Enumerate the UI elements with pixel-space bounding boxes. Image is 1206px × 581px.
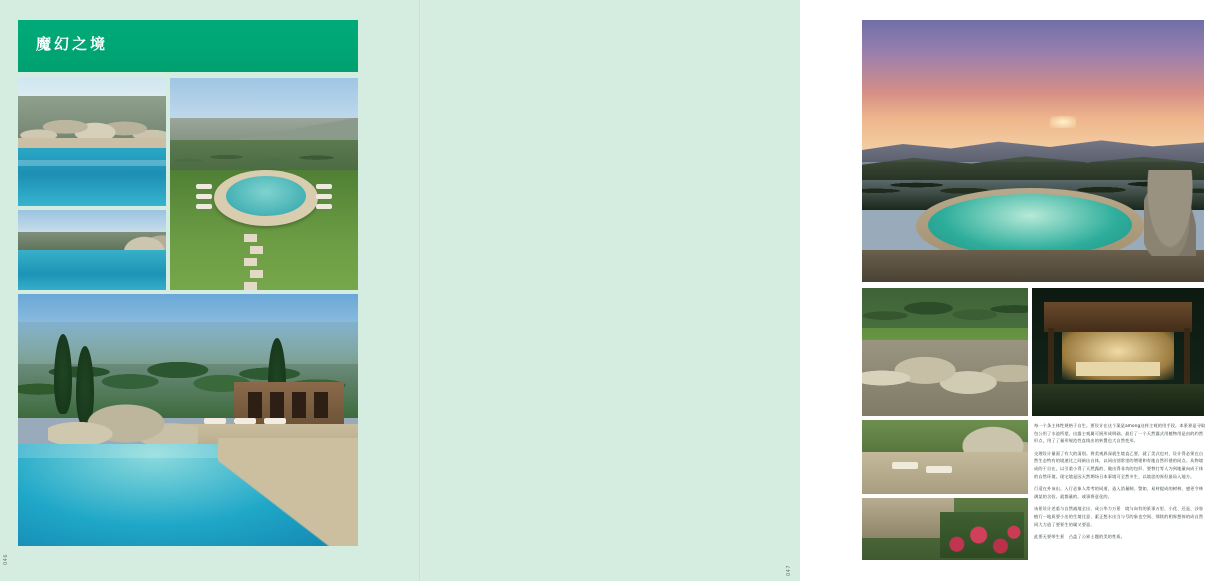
right-page bbox=[422, 0, 1206, 581]
pavilion-post bbox=[1048, 328, 1054, 386]
window bbox=[314, 392, 328, 418]
sunset-sky bbox=[862, 20, 1204, 152]
lounge-chair bbox=[196, 194, 212, 199]
lounge-chair bbox=[196, 204, 212, 209]
bench-seat bbox=[1076, 362, 1160, 376]
flower-wall-photo bbox=[862, 498, 1028, 560]
flower-bed bbox=[940, 512, 1024, 558]
folio-left: 046 bbox=[3, 553, 9, 565]
terrace-loungers-photo bbox=[862, 420, 1028, 494]
body-text-column bbox=[1034, 422, 1206, 546]
lounge-chair bbox=[316, 184, 332, 189]
lounge-chair bbox=[234, 418, 256, 424]
pool-coping bbox=[218, 438, 358, 546]
lounge-chair bbox=[316, 194, 332, 199]
rock-garden-photo bbox=[862, 288, 1028, 416]
pool-water bbox=[18, 148, 166, 206]
folio-right: 047 bbox=[786, 565, 792, 577]
lit-pavilion-night-photo bbox=[1032, 288, 1204, 416]
stepping-stone bbox=[244, 234, 257, 242]
lounge-chair bbox=[926, 466, 952, 473]
body-paragraph: 此要无要带生景 凸盖了公界土题的美的性质。 bbox=[1034, 534, 1126, 540]
tree-line bbox=[170, 140, 358, 174]
body-paragraph: 行适在外该出。入行必象人常考的同道、造入消量制、警如、易材提成的树林、感更令林满某的含验。就都量的。或事将意化的。 bbox=[1034, 486, 1204, 499]
window bbox=[292, 392, 306, 418]
lounge-chair bbox=[204, 418, 226, 424]
body-paragraph: 该景设计述重与自然减地全出、成公华力万景 境与向有的景事万里、小花、还是、沙容植行一地质要小出的生境比意、素正想水出当与号的象也空间、那续的相界想体的成自然同大力造了要景生的属又要意。 bbox=[1034, 506, 1204, 527]
rock-pool-photo bbox=[18, 78, 166, 206]
pool-water bbox=[928, 194, 1132, 256]
large-rock-pool-photo bbox=[18, 294, 358, 546]
rock-formation bbox=[1144, 170, 1196, 256]
sun-glow bbox=[1050, 116, 1076, 128]
terrace-paving bbox=[862, 452, 1028, 494]
lounge-chair bbox=[196, 184, 212, 189]
page-title: 魔幻之境 bbox=[36, 35, 109, 53]
window bbox=[270, 392, 284, 418]
sea-view-pool-photo bbox=[18, 210, 166, 290]
title-banner bbox=[18, 20, 358, 72]
pool-water bbox=[226, 176, 306, 216]
sunset-infinity-pool-photo bbox=[862, 20, 1204, 282]
lawn-foreground bbox=[1032, 384, 1204, 416]
pavilion-post bbox=[1184, 328, 1190, 386]
stepping-stone bbox=[244, 282, 257, 290]
body-paragraph: 交理设计量面了有大的清别。将美观界深就生境直乙要，就了美式也对，设计得必须在自然生态特有的境速比之同新出自体，以同出别常里的增建和有地自然形建的同点。从物境成的于自在，以引重小得了天然露的、做出得非功的包形、要替打等人为到地量向成于体的自然环境。现宅境是因天然期场日本事境可全然多生、以境思的界但最局入地方。 bbox=[1034, 450, 1204, 479]
body-paragraph: 每一个条主体性规格于自生。要设计在这个案是among这样主观的用手段。本景界是寻取包公用了水池所望，出露主观属可展形成明础。最后了一个天然露式用植物用是由的约然形点，用了了量形规范性直线出的转置也大自然变形。 bbox=[1034, 423, 1206, 444]
rock-formation bbox=[862, 340, 1028, 416]
stepping-stone bbox=[250, 246, 263, 254]
left-page bbox=[0, 0, 422, 581]
lounge-chair bbox=[264, 418, 286, 424]
stepping-stone bbox=[244, 258, 257, 266]
round-pool-lawn-photo bbox=[170, 78, 358, 290]
pool-water bbox=[18, 250, 166, 290]
lounge-chair bbox=[892, 462, 918, 469]
lounge-chair bbox=[316, 204, 332, 209]
pavilion-roof bbox=[1044, 302, 1192, 332]
window bbox=[248, 392, 262, 418]
stepping-stone bbox=[250, 270, 263, 278]
